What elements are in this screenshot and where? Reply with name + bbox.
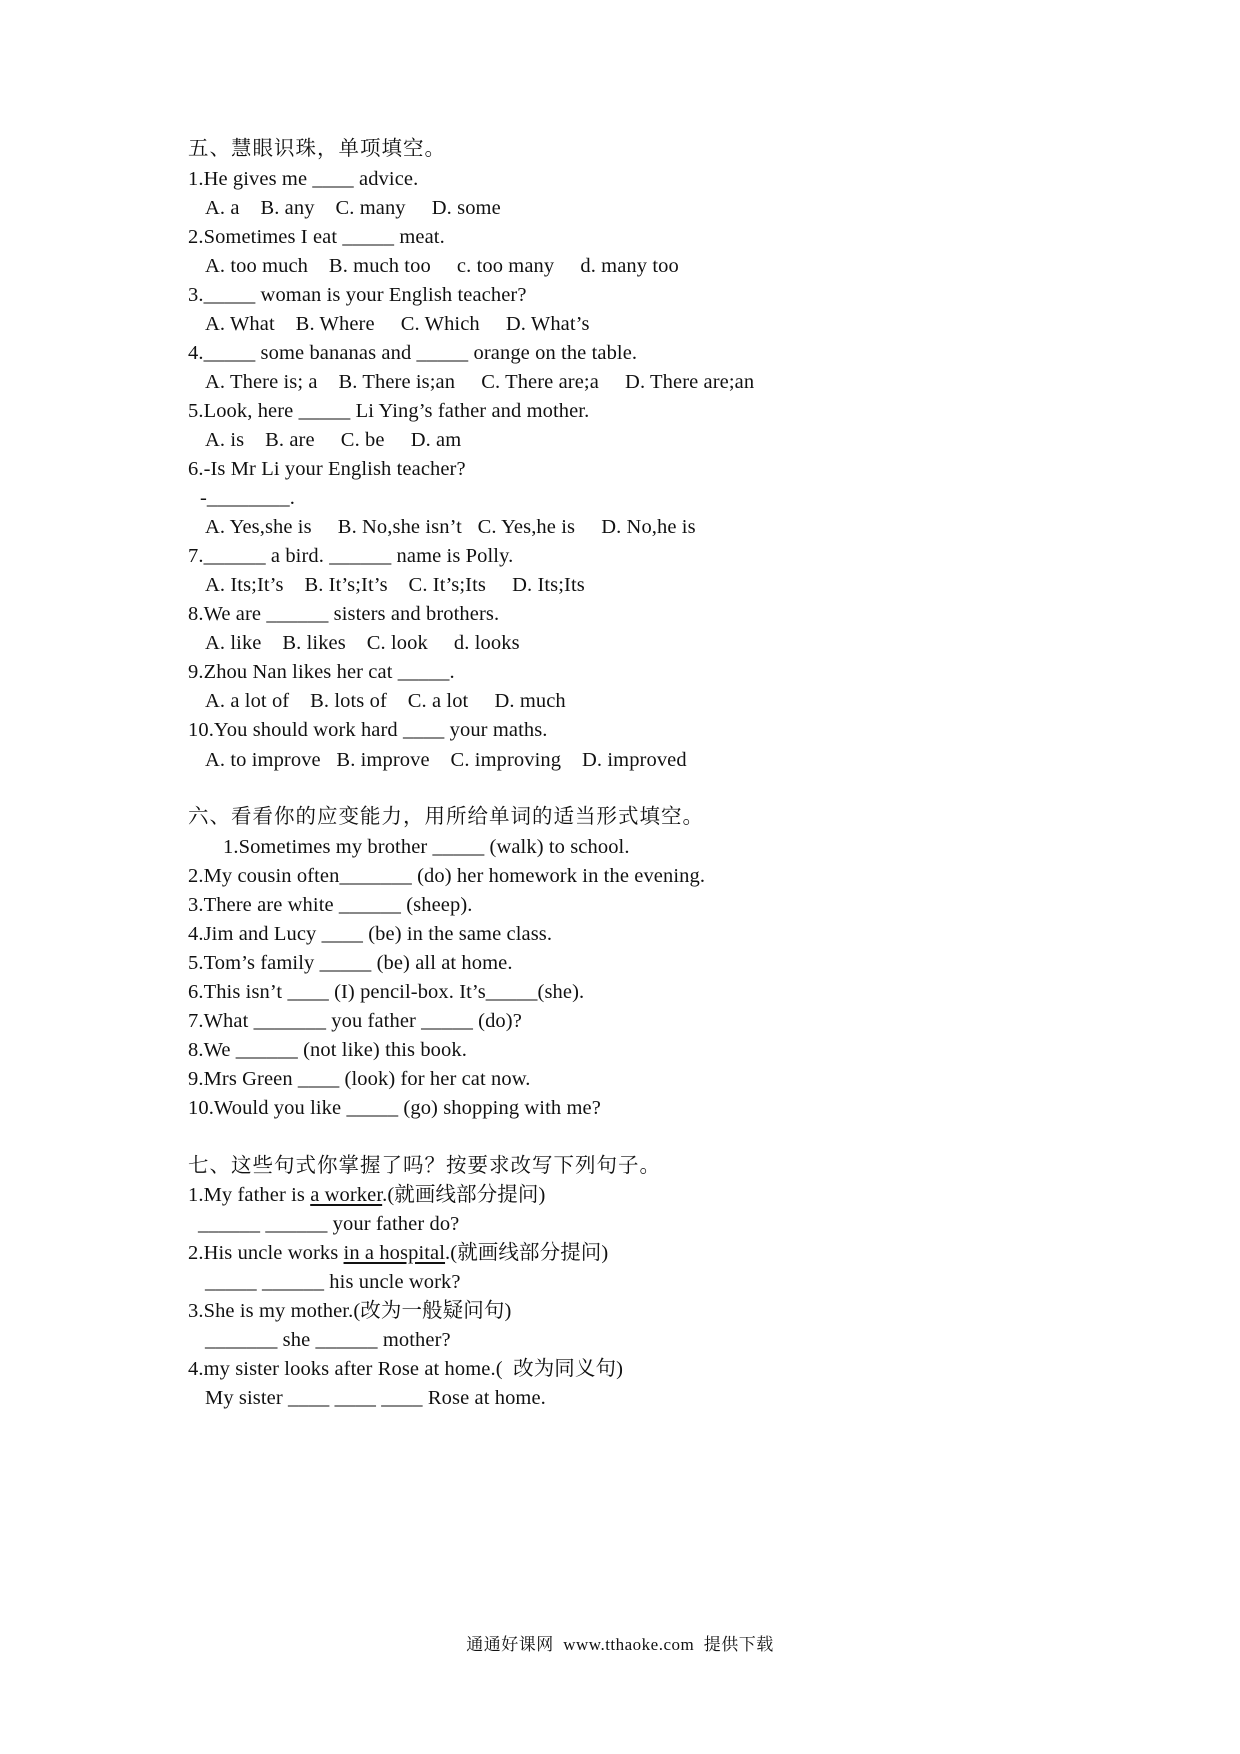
options-line: A. There is; a B. There is;an C. There are;a D. There are;an	[205, 371, 755, 393]
answer-line: ______ ______ your father do?	[198, 1213, 460, 1235]
answer-blank-line: -________.	[200, 487, 295, 509]
question-line: 9.Mrs Green ____ (look) for her cat now.	[188, 1068, 531, 1090]
footer-credit: 通通好课网 www.tthaoke.com 提供下载	[466, 1635, 774, 1654]
options-line: A. What B. Where C. Which D. What’s	[205, 313, 590, 335]
underlined-phrase: in a hospital	[343, 1242, 446, 1264]
question-line: 2.Sometimes I eat _____ meat.	[188, 226, 445, 248]
answer-line: _____ ______ his uncle work?	[205, 1271, 461, 1293]
question-line: 8.We ______ (not like) this book.	[188, 1039, 467, 1061]
rewrite-question-2	[188, 1241, 608, 1265]
question-line: 5.Look, here _____ Li Ying’s father and mother.	[188, 400, 590, 422]
options-line: A. Yes,she is B. No,she isn’t C. Yes,he is D. No,he is	[205, 516, 696, 538]
question-line: 5.Tom’s family _____ (be) all at home.	[188, 952, 513, 974]
instruction-text: .(就画线部分提问)	[445, 1242, 609, 1264]
question-line: 1.Sometimes my brother _____ (walk) to school.	[223, 836, 630, 858]
section-five-heading: 五、慧眼识珠，单项填空。	[188, 138, 446, 160]
options-line: A. to improve B. improve C. improving D. improved	[205, 749, 687, 771]
options-line: A. Its;It’s B. It’s;It’s C. It’s;Its D. Its;Its	[205, 574, 585, 596]
question-line: 2.My cousin often_______ (do) her homework in the evening.	[188, 865, 706, 887]
options-line: A. like B. likes C. look d. looks	[205, 632, 520, 654]
question-text: 1.My father is	[188, 1184, 311, 1206]
instruction-text: .(就画线部分提问)	[382, 1184, 546, 1206]
options-line: A. a B. any C. many D. some	[205, 197, 501, 219]
underlined-phrase: a worker	[310, 1184, 383, 1206]
question-line: 3.There are white ______ (sheep).	[188, 894, 473, 916]
rewrite-question-1	[188, 1183, 545, 1207]
rewrite-question-3: 3.She is my mother.(改为一般疑问句)	[188, 1300, 512, 1322]
question-line: 1.He gives me ____ advice.	[188, 168, 419, 190]
question-line: 10.You should work hard ____ your maths.	[188, 719, 548, 741]
options-line: A. too much B. much too c. too many d. many too	[205, 255, 679, 277]
question-line: 6.This isn’t ____ (I) pencil-box. It’s_____(she).	[188, 981, 585, 1003]
section-seven-heading: 七、这些句式你掌握了吗？按要求改写下列句子。	[188, 1155, 661, 1177]
options-line: A. a lot of B. lots of C. a lot D. much	[205, 690, 566, 712]
question-text: 2.His uncle works	[188, 1242, 344, 1264]
rewrite-question-4: 4.my sister looks after Rose at home.( 改为同义句)	[188, 1358, 624, 1380]
question-line: 10.Would you like _____ (go) shopping with me?	[188, 1097, 601, 1119]
section-six-heading: 六、看看你的应变能力，用所给单词的适当形式填空。	[188, 806, 704, 828]
answer-line: My sister ____ ____ ____ Rose at home.	[205, 1387, 546, 1409]
question-line: 9.Zhou Nan likes her cat _____.	[188, 661, 455, 683]
question-line: 6.-Is Mr Li your English teacher?	[188, 458, 466, 480]
question-line: 7.______ a bird. ______ name is Polly.	[188, 545, 514, 567]
question-line: 7.What _______ you father _____ (do)?	[188, 1010, 522, 1032]
question-line: 4.Jim and Lucy ____ (be) in the same class.	[188, 923, 553, 945]
question-line: 4._____ some bananas and _____ orange on the table.	[188, 342, 638, 364]
question-line: 3._____ woman is your English teacher?	[188, 284, 527, 306]
options-line: A. is B. are C. be D. am	[205, 429, 462, 451]
question-line: 8.We are ______ sisters and brothers.	[188, 603, 500, 625]
answer-line: _______ she ______ mother?	[205, 1329, 451, 1351]
